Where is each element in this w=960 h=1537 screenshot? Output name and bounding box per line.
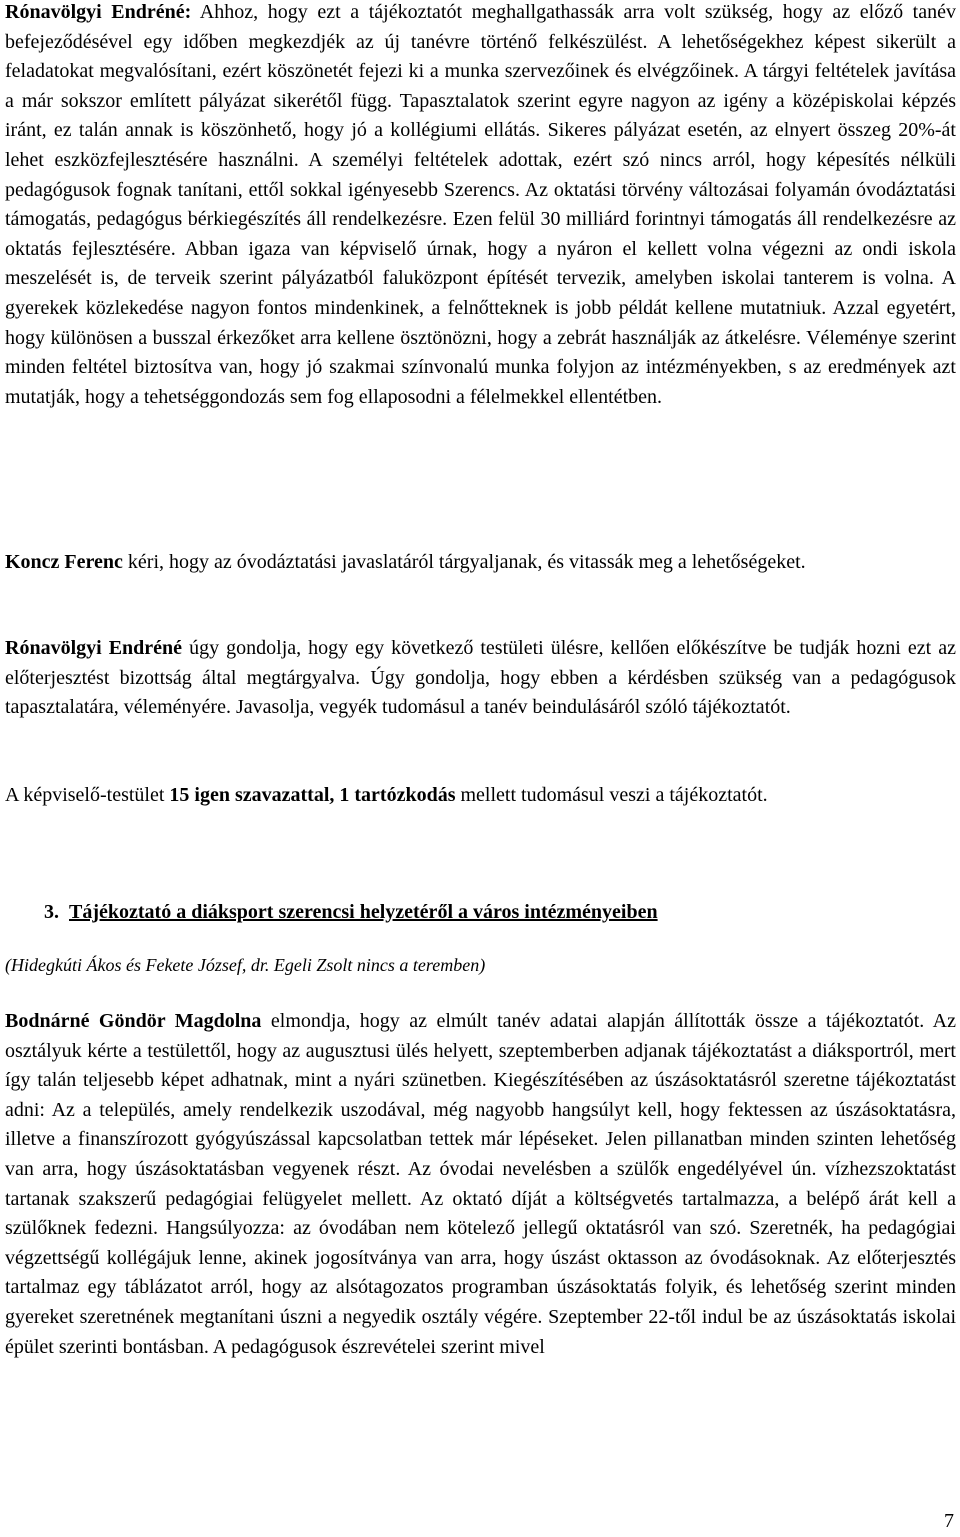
paragraph-ronavolgyi-proposal xyxy=(5,634,956,723)
speaker-name: Koncz Ferenc xyxy=(5,551,123,573)
speaker-name: Bodnárné Göndör Magdolna xyxy=(5,1010,262,1032)
vote-suffix: mellett tudomásul veszi a tájékoztatót. xyxy=(455,784,768,806)
paragraph-ronavolgyi-report xyxy=(5,0,956,412)
paragraph-koncz-request xyxy=(5,548,956,578)
section-number: 3. xyxy=(44,901,59,923)
vote-count: 15 igen szavazattal, 1 tartózkodás xyxy=(169,784,456,806)
paragraph-text: kéri, hogy az óvodáztatási javaslatáról tárgyaljanak, és vitassák meg a lehetőségeket. xyxy=(122,551,806,573)
page-number: 7 xyxy=(944,1510,954,1532)
paragraph-text: úgy gondolja, hogy egy következő testületi ülésre, kellően előkészítve be tudják hozni ezt az előterjesztést bizottság által megtárgyalva. Úgy gondolja, hogy ebben a kérdésben szükség van a pedagógusok tapasztalatára, véleményére. Javasolja, vegyék tudomásul a tanév beindulásáról szóló tájékoztatót. xyxy=(5,637,956,719)
paragraph-vote-result xyxy=(5,781,956,811)
paragraph-text: elmondja, hogy az elmúlt tanév adatai alapján állították össze a tájékoztatót. Az osztályuk kérte a testülettől, hogy az augusztusi ülés helyett, szeptemberben adjanak tájékoztatást a diáksportról, mert így talán teljesebb képet adhatnak, mint a nyári szünetben. Kiegészítésében az úszásoktatásról szeretne tájékoztatást adni: Az a település, amely rendelkezik uszodával, még nagyobb hangsúlyt kell, hogy fektessen az úszásoktatásra, illetve a finanszírozott gyógyúszással kapcsolatban tettek már lépéseket. Jelen pillanatban minden szinten lehetőség van arra, hogy úszásoktatásban vegyenek részt. Az óvodai nevelésben a szülők engedélyével ún. vízhezszoktatást tartanak szakszerű pedagógiai felügyelet mellett. Az oktató díját a költségvetés tartalmazza, a belépő árát kell a szülőknek fedezni. Hangsúlyozza: az óvodában nem kötelező jellegű oktatásról van szó. Szeretnék, ha pedagógiai végzettségű kollégájuk lenne, akinek jogosítványa van arra, hogy úszást oktasson az óvodásoknak. Az előterjesztés tartalmaz egy táblázatot arról, hogy az alsótagozatos programban úszásoktatás folyik, és lehetőség szerint minden gyereket szeretnének megtanítani úszni a negyedik osztály végére. Szeptember 22-től indul be az úszásoktatás iskolai épület szerinti bontásban. A pedagógusok észrevételei szerint mivel xyxy=(5,1010,956,1358)
speaker-name: Rónavölgyi Endréné: xyxy=(5,1,192,23)
paragraph-text: Ahhoz, hogy ezt a tájékoztatót meghallgathassák arra volt szükség, hogy az előző tanév befejeződésével egy időben megkezdjék az új tanévre történő felkészülést. A lehetőségekhez képest sikerült a feladatokat megvalósítani, ezért köszönetét fejezi ki a munka szervezőinek és elvégzőinek. A tárgyi feltételek javítása a már sokszor említett pályázat sikerétől függ. Tapasztalatok szerint egyre nagyon az igény a középiskolai képzés iránt, ez talán annak is köszönhető, hogy jó a kollégiumi ellátás. Sikeres pályázat esetén, az elnyert összeg 20%-át lehet eszközfejlesztésére használni. A személyi feltételek adottak, ezért szó nincs arról, hogy képesítés nélküli pedagógusok fognak tanítani, ettől sokkal igényesebb Szerencs. Az oktatási törvény változásai folyamán óvodáztatási támogatás, pedagógus bérkiegészítés áll rendelkezésre. Ezen felül 30 milliárd forintnyi támogatás áll rendelkezésre az oktatás fejlesztésére. Abban igaza van képviselő úrnak, hogy a nyáron el kellett volna végezni az ondi iskola meszelését is, de terveik szerint pályázatból faluközpont építését tervezik, amelyben iskolai tanterem is volna. A gyerekek közlekedése nagyon fontos mindenkinek, a felnőtteknek is jobb példát kellene mutatniuk. Azzal egyetért, hogy különösen a busszal érkezőket arra kellene ösztönözni, hogy a zebrát használják az átkelésre. Véleménye szerint minden feltétel biztosítva van, hogy jó szakmai színvonalú munka folyjon az intézményekben, s az eredmények azt mutatják, hogy a tehetséggondozás sem fog ellaposodni a félelmekkel ellentétben. xyxy=(5,1,956,408)
section-heading xyxy=(44,898,944,926)
speaker-name: Rónavölgyi Endréné xyxy=(5,637,183,659)
section-title: Tájékoztató a diáksport szerencsi helyzetéről a város intézményeiben xyxy=(69,901,658,923)
paragraph-bodnarne-report xyxy=(5,1007,956,1362)
attendance-note: (Hidegkúti Ákos és Fekete József, dr. Egeli Zsolt nincs a teremben) xyxy=(5,955,486,975)
vote-prefix: A képviselő-testület xyxy=(5,784,170,806)
